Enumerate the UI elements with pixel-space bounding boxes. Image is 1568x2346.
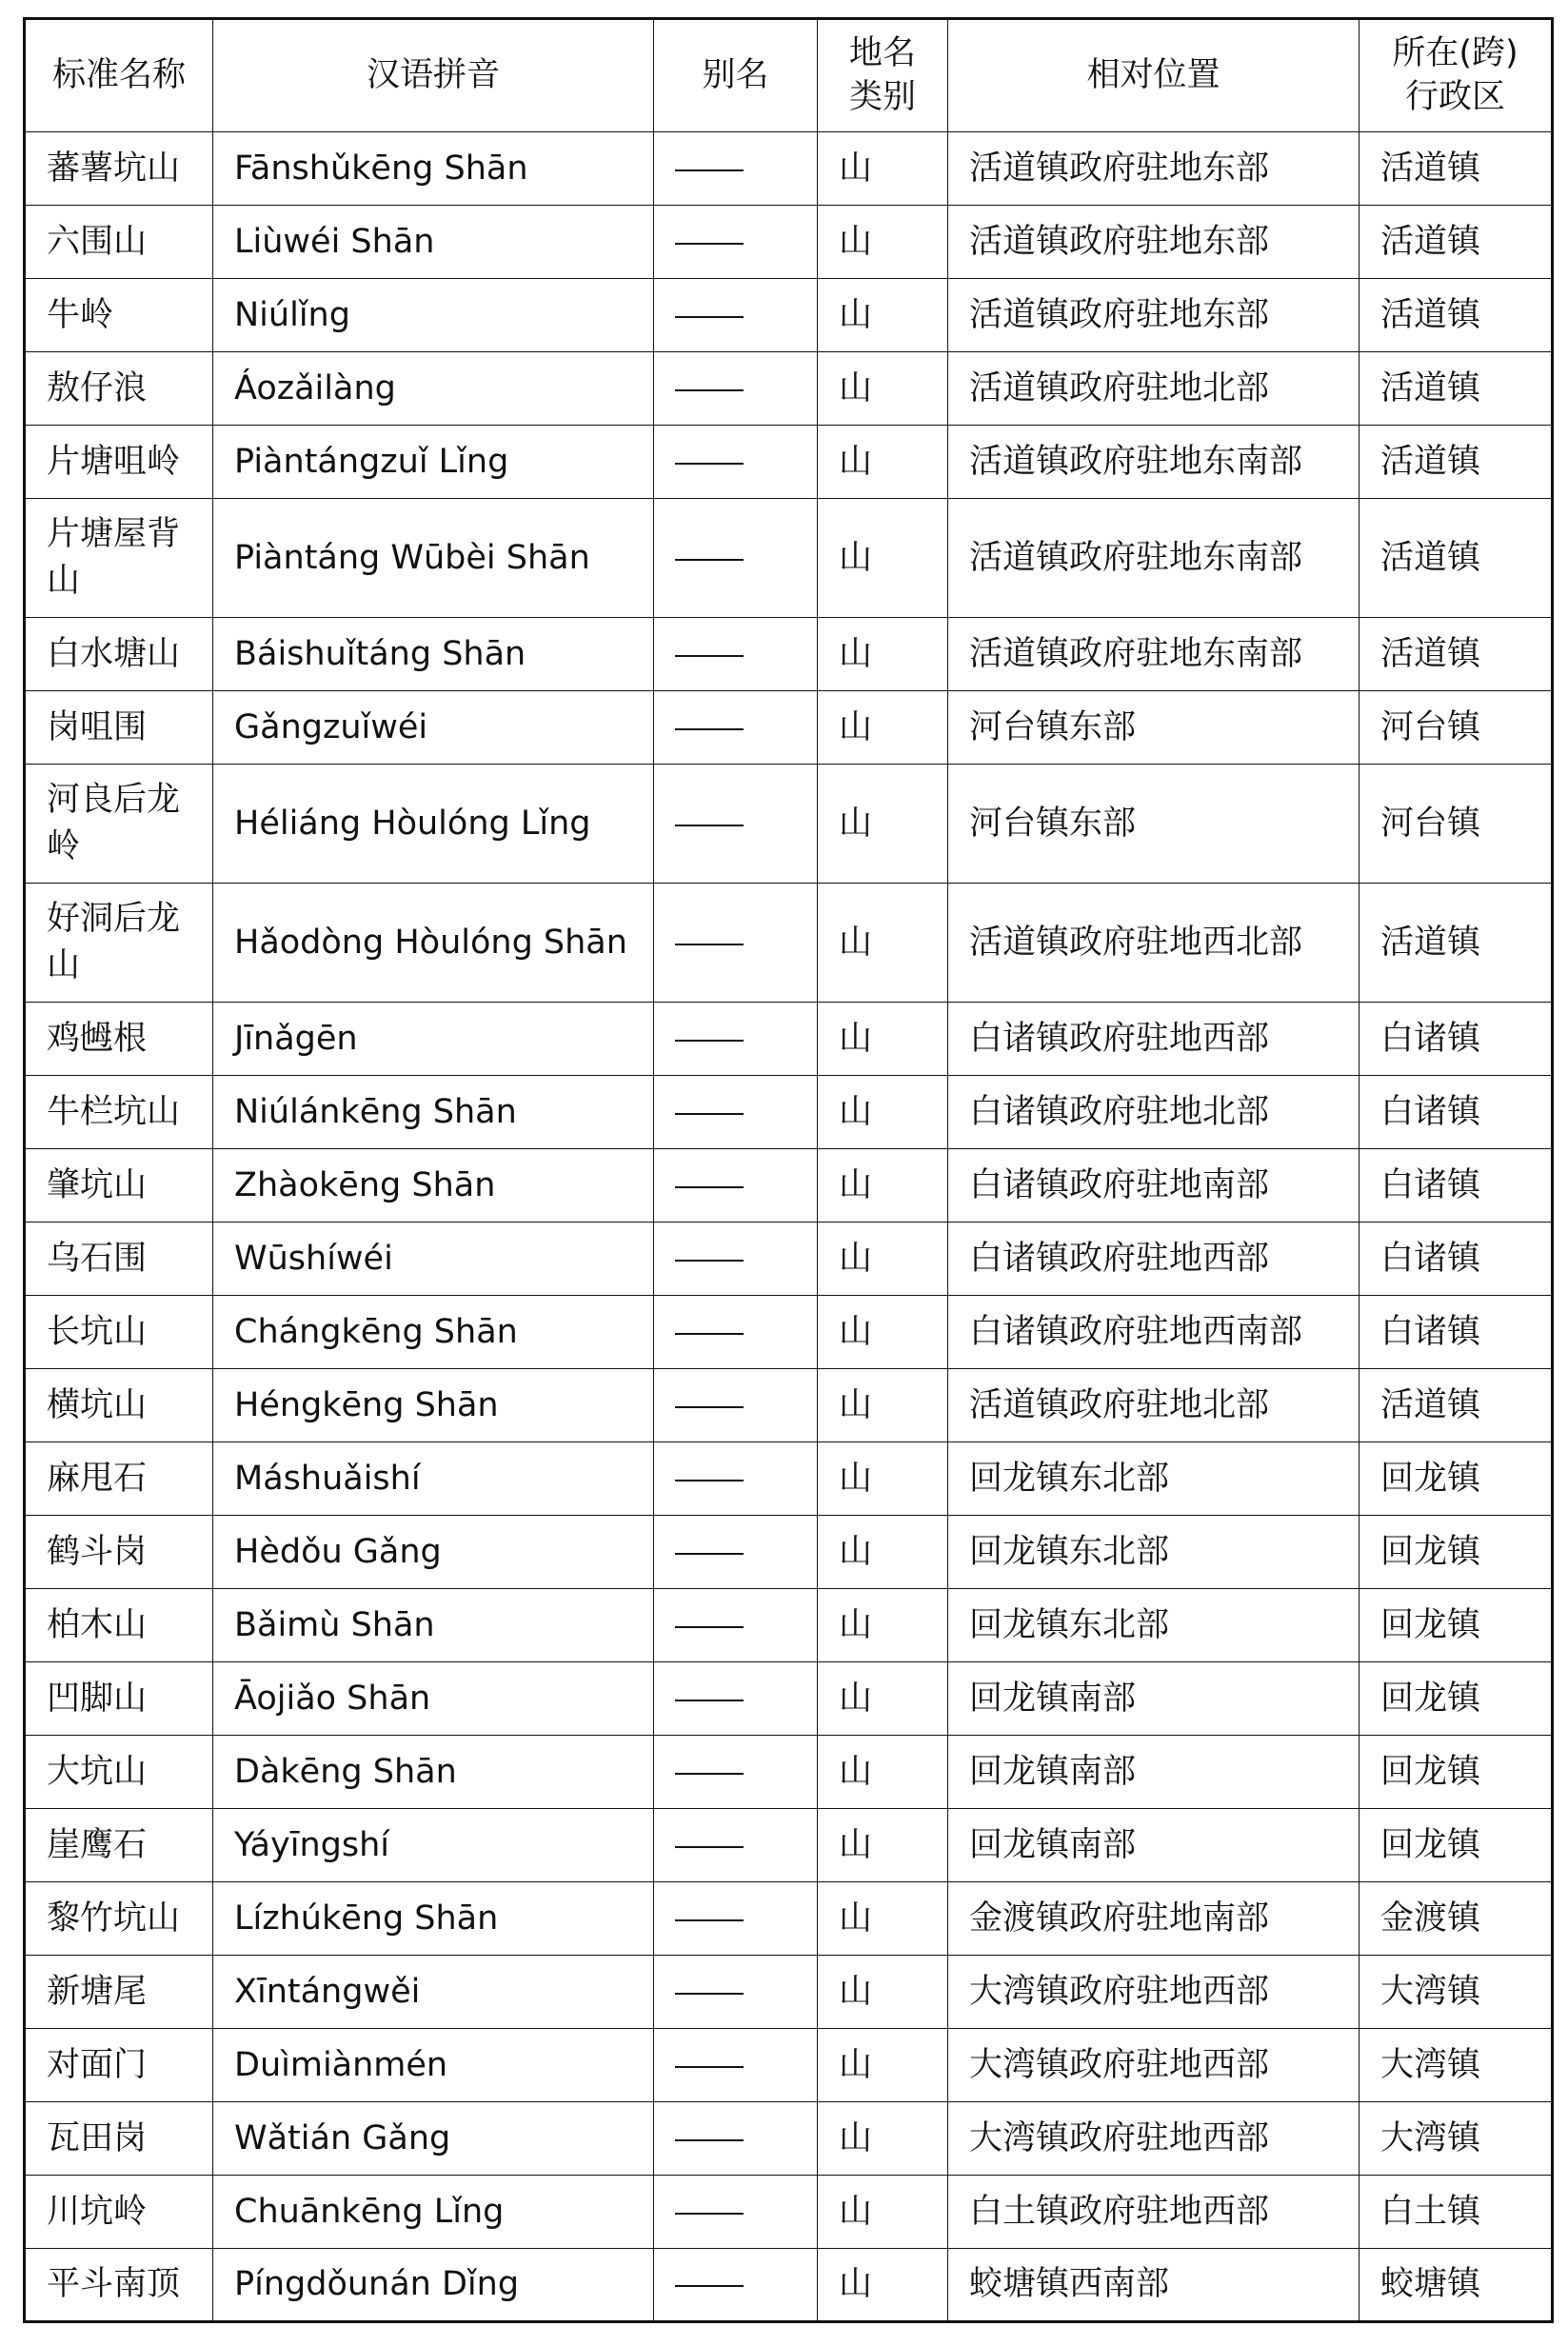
cell-admin-region: 白诸镇 (1360, 1223, 1553, 1296)
cell-pinyin: Jīnǎgēn (213, 1003, 654, 1076)
cell-place-type: 山 (818, 2102, 948, 2176)
cell-admin-region: 活道镇 (1360, 352, 1553, 426)
cell-relative-location: 回龙镇南部 (948, 1662, 1360, 1736)
cell-place-type: 山 (818, 132, 948, 206)
cell-place-type: 山 (818, 2176, 948, 2249)
cell-admin-region: 白诸镇 (1360, 1076, 1553, 1149)
cell-admin-region: 蛟塘镇 (1360, 2249, 1553, 2322)
alias-dash (675, 1333, 744, 1335)
table-row (25, 2102, 1553, 2176)
cell-relative-location: 活道镇政府驻地东南部 (948, 426, 1360, 499)
cell-relative-location: 大湾镇政府驻地西部 (948, 2029, 1360, 2102)
cell-alias (654, 1076, 818, 1149)
place-name-table (23, 17, 1554, 2323)
cell-pinyin: Piàntángzuǐ Lǐng (213, 426, 654, 499)
cell-admin-region: 回龙镇 (1360, 1662, 1553, 1736)
cell-pinyin: Fānshǔkēng Shān (213, 132, 654, 206)
cell-alias (654, 884, 818, 1003)
cell-standard-name: 河良后龙岭 (25, 765, 213, 884)
cell-place-type: 山 (818, 279, 948, 352)
cell-alias (654, 1296, 818, 1369)
alias-dash (675, 1993, 744, 1995)
table-row (25, 1369, 1553, 1442)
cell-place-type: 山 (818, 426, 948, 499)
table-row (25, 2029, 1553, 2102)
header-place-type (818, 19, 948, 132)
table-row (25, 1223, 1553, 1296)
cell-place-type: 山 (818, 618, 948, 691)
cell-alias (654, 618, 818, 691)
cell-standard-name: 大坑山 (25, 1736, 213, 1809)
cell-alias (654, 2029, 818, 2102)
alias-dash (675, 243, 744, 245)
header-alias: 别名 (654, 19, 818, 132)
cell-pinyin: Gǎngzuǐwéi (213, 691, 654, 765)
cell-alias (654, 1956, 818, 2029)
header-admin-region-line2: 行政区 (1404, 77, 1505, 116)
cell-relative-location: 活道镇政府驻地东南部 (948, 618, 1360, 691)
cell-place-type: 山 (818, 1076, 948, 1149)
cell-relative-location: 白诸镇政府驻地南部 (948, 1149, 1360, 1223)
cell-standard-name: 平斗南顶 (25, 2249, 213, 2322)
cell-pinyin: Báishuǐtáng Shān (213, 618, 654, 691)
cell-alias (654, 765, 818, 884)
cell-relative-location: 大湾镇政府驻地西部 (948, 1956, 1360, 2029)
header-place-type-line2: 类别 (848, 77, 916, 116)
cell-admin-region: 金渡镇 (1360, 1882, 1553, 1956)
cell-relative-location: 金渡镇政府驻地南部 (948, 1882, 1360, 1956)
cell-standard-name: 片塘咀岭 (25, 426, 213, 499)
alias-dash (675, 2066, 744, 2068)
cell-standard-name: 岗咀围 (25, 691, 213, 765)
header-place-type-line1: 地名 (848, 34, 916, 72)
cell-standard-name: 川坑岭 (25, 2176, 213, 2249)
cell-admin-region: 大湾镇 (1360, 2029, 1553, 2102)
cell-relative-location: 活道镇政府驻地北部 (948, 352, 1360, 426)
cell-alias (654, 1003, 818, 1076)
cell-admin-region: 大湾镇 (1360, 2102, 1553, 2176)
cell-pinyin: Máshuǎishí (213, 1442, 654, 1516)
cell-pinyin: Liùwéi Shān (213, 206, 654, 279)
cell-admin-region: 活道镇 (1360, 884, 1553, 1003)
alias-dash (675, 655, 744, 657)
cell-standard-name: 牛栏坑山 (25, 1076, 213, 1149)
cell-standard-name: 鸡乸根 (25, 1003, 213, 1076)
cell-alias (654, 1589, 818, 1662)
table-body (25, 132, 1553, 2322)
alias-dash (675, 559, 744, 561)
cell-standard-name: 黎竹坑山 (25, 1882, 213, 1956)
cell-pinyin: Xīntángwěi (213, 1956, 654, 2029)
cell-standard-name: 横坑山 (25, 1369, 213, 1442)
alias-dash (675, 944, 744, 945)
alias-dash (675, 1040, 744, 1042)
cell-pinyin: Hèdǒu Gǎng (213, 1516, 654, 1589)
cell-place-type: 山 (818, 1736, 948, 1809)
cell-alias (654, 1223, 818, 1296)
cell-standard-name: 白水塘山 (25, 618, 213, 691)
cell-standard-name: 六围山 (25, 206, 213, 279)
cell-admin-region: 河台镇 (1360, 765, 1553, 884)
alias-dash (675, 1186, 744, 1188)
cell-pinyin: Hǎodòng Hòulóng Shān (213, 884, 654, 1003)
table-row (25, 1296, 1553, 1369)
cell-place-type: 山 (818, 1296, 948, 1369)
cell-relative-location: 河台镇东部 (948, 691, 1360, 765)
cell-relative-location: 回龙镇南部 (948, 1809, 1360, 1882)
cell-standard-name: 凹脚山 (25, 1662, 213, 1736)
cell-admin-region: 白土镇 (1360, 2176, 1553, 2249)
cell-relative-location: 白土镇政府驻地西部 (948, 2176, 1360, 2249)
cell-pinyin: Chángkēng Shān (213, 1296, 654, 1369)
cell-admin-region: 回龙镇 (1360, 1589, 1553, 1662)
header-relative-location: 相对位置 (948, 19, 1360, 132)
cell-place-type: 山 (818, 2029, 948, 2102)
alias-dash (675, 1846, 744, 1848)
cell-admin-region: 回龙镇 (1360, 1442, 1553, 1516)
table-row (25, 352, 1553, 426)
alias-dash (675, 1773, 744, 1775)
cell-place-type: 山 (818, 1662, 948, 1736)
alias-dash (675, 1406, 744, 1408)
alias-dash (675, 389, 744, 391)
table-row (25, 1956, 1553, 2029)
cell-alias (654, 2249, 818, 2322)
cell-relative-location: 回龙镇东北部 (948, 1516, 1360, 1589)
cell-relative-location: 回龙镇东北部 (948, 1442, 1360, 1516)
cell-alias (654, 2102, 818, 2176)
alias-dash (675, 169, 744, 171)
cell-admin-region: 白诸镇 (1360, 1296, 1553, 1369)
cell-alias (654, 1516, 818, 1589)
cell-relative-location: 活道镇政府驻地东部 (948, 206, 1360, 279)
alias-dash (675, 1480, 744, 1481)
cell-pinyin: Áozǎilàng (213, 352, 654, 426)
cell-pinyin: Piàntáng Wūbèi Shān (213, 499, 654, 618)
alias-dash (675, 463, 744, 465)
table-row (25, 2249, 1553, 2322)
table-row (25, 1149, 1553, 1223)
cell-alias (654, 352, 818, 426)
cell-relative-location: 活道镇政府驻地东南部 (948, 499, 1360, 618)
cell-place-type: 山 (818, 1223, 948, 1296)
cell-admin-region: 河台镇 (1360, 691, 1553, 765)
cell-admin-region: 回龙镇 (1360, 1736, 1553, 1809)
cell-admin-region: 活道镇 (1360, 1369, 1553, 1442)
cell-pinyin: Wūshíwéi (213, 1223, 654, 1296)
cell-alias (654, 206, 818, 279)
table-row (25, 1882, 1553, 1956)
header-admin-region-line1: 所在(跨) (1392, 34, 1518, 72)
cell-relative-location: 回龙镇东北部 (948, 1589, 1360, 1662)
cell-alias (654, 2176, 818, 2249)
alias-dash (675, 316, 744, 318)
table-row (25, 1442, 1553, 1516)
alias-dash (675, 1626, 744, 1628)
cell-standard-name: 肇坑山 (25, 1149, 213, 1223)
cell-alias (654, 1369, 818, 1442)
cell-pinyin: Zhàokēng Shān (213, 1149, 654, 1223)
cell-place-type: 山 (818, 1589, 948, 1662)
cell-place-type: 山 (818, 1882, 948, 1956)
cell-standard-name: 乌石围 (25, 1223, 213, 1296)
cell-place-type: 山 (818, 765, 948, 884)
cell-relative-location: 大湾镇政府驻地西部 (948, 2102, 1360, 2176)
table-row (25, 1076, 1553, 1149)
cell-alias (654, 1442, 818, 1516)
cell-alias (654, 132, 818, 206)
cell-pinyin: Niúlánkēng Shān (213, 1076, 654, 1149)
cell-standard-name: 新塘尾 (25, 1956, 213, 2029)
cell-pinyin: Píngdǒunán Dǐng (213, 2249, 654, 2322)
table-row (25, 1003, 1553, 1076)
table-row (25, 1589, 1553, 1662)
cell-relative-location: 活道镇政府驻地北部 (948, 1369, 1360, 1442)
table-row (25, 1809, 1553, 1882)
cell-place-type: 山 (818, 2249, 948, 2322)
cell-place-type: 山 (818, 884, 948, 1003)
cell-alias (654, 1662, 818, 1736)
alias-dash (675, 2213, 744, 2215)
cell-alias (654, 1149, 818, 1223)
cell-relative-location: 活道镇政府驻地西北部 (948, 884, 1360, 1003)
alias-dash (675, 1260, 744, 1262)
table-row (25, 2176, 1553, 2249)
cell-admin-region: 活道镇 (1360, 279, 1553, 352)
alias-dash (675, 1700, 744, 1701)
cell-place-type: 山 (818, 1809, 948, 1882)
table-row (25, 691, 1553, 765)
cell-standard-name: 崖鹰石 (25, 1809, 213, 1882)
cell-pinyin: Héngkēng Shān (213, 1369, 654, 1442)
cell-standard-name: 蕃薯坑山 (25, 132, 213, 206)
cell-admin-region: 活道镇 (1360, 499, 1553, 618)
table-row (25, 618, 1553, 691)
alias-dash (675, 1113, 744, 1115)
cell-alias (654, 1809, 818, 1882)
cell-place-type: 山 (818, 206, 948, 279)
cell-place-type: 山 (818, 499, 948, 618)
cell-pinyin: Duìmiànmén (213, 2029, 654, 2102)
cell-standard-name: 柏木山 (25, 1589, 213, 1662)
alias-dash (675, 728, 744, 730)
cell-pinyin: Āojiǎo Shān (213, 1662, 654, 1736)
cell-admin-region: 活道镇 (1360, 426, 1553, 499)
cell-place-type: 山 (818, 1956, 948, 2029)
table-row (25, 1662, 1553, 1736)
table-row (25, 279, 1553, 352)
alias-dash (675, 2285, 744, 2287)
cell-admin-region: 白诸镇 (1360, 1149, 1553, 1223)
cell-pinyin: Lízhúkēng Shān (213, 1882, 654, 1956)
cell-alias (654, 691, 818, 765)
cell-admin-region: 大湾镇 (1360, 1956, 1553, 2029)
cell-pinyin: Yáyīngshí (213, 1809, 654, 1882)
cell-place-type: 山 (818, 1003, 948, 1076)
cell-standard-name: 长坑山 (25, 1296, 213, 1369)
cell-standard-name: 瓦田岗 (25, 2102, 213, 2176)
cell-place-type: 山 (818, 691, 948, 765)
cell-relative-location: 白诸镇政府驻地西南部 (948, 1296, 1360, 1369)
cell-place-type: 山 (818, 1516, 948, 1589)
cell-pinyin: Dàkēng Shān (213, 1736, 654, 1809)
cell-standard-name: 敖仔浪 (25, 352, 213, 426)
header-standard-name: 标准名称 (25, 19, 213, 132)
table-row (25, 1516, 1553, 1589)
table-row (25, 206, 1553, 279)
cell-standard-name: 牛岭 (25, 279, 213, 352)
cell-relative-location: 活道镇政府驻地东部 (948, 279, 1360, 352)
alias-dash (675, 1919, 744, 1921)
header-admin-region (1360, 19, 1553, 132)
cell-relative-location: 活道镇政府驻地东部 (948, 132, 1360, 206)
cell-standard-name: 片塘屋背山 (25, 499, 213, 618)
table-row (25, 499, 1553, 618)
cell-relative-location: 蛟塘镇西南部 (948, 2249, 1360, 2322)
cell-place-type: 山 (818, 1369, 948, 1442)
cell-admin-region: 活道镇 (1360, 618, 1553, 691)
cell-relative-location: 回龙镇南部 (948, 1736, 1360, 1809)
cell-admin-region: 活道镇 (1360, 132, 1553, 206)
cell-standard-name: 对面门 (25, 2029, 213, 2102)
cell-place-type: 山 (818, 352, 948, 426)
alias-dash (675, 825, 744, 826)
cell-alias (654, 279, 818, 352)
table-row (25, 765, 1553, 884)
cell-alias (654, 426, 818, 499)
cell-pinyin: Chuānkēng Lǐng (213, 2176, 654, 2249)
alias-dash (675, 1553, 744, 1555)
cell-relative-location: 白诸镇政府驻地北部 (948, 1076, 1360, 1149)
cell-standard-name: 好洞后龙山 (25, 884, 213, 1003)
cell-alias (654, 1882, 818, 1956)
cell-pinyin: Wǎtián Gǎng (213, 2102, 654, 2176)
cell-admin-region: 回龙镇 (1360, 1809, 1553, 1882)
table-row (25, 1736, 1553, 1809)
cell-pinyin: Héliáng Hòulóng Lǐng (213, 765, 654, 884)
cell-place-type: 山 (818, 1149, 948, 1223)
cell-admin-region: 白诸镇 (1360, 1003, 1553, 1076)
cell-place-type: 山 (818, 1442, 948, 1516)
table-header (25, 19, 1553, 132)
header-row (25, 19, 1553, 132)
table-row (25, 884, 1553, 1003)
cell-pinyin: Bǎimù Shān (213, 1589, 654, 1662)
table-row (25, 426, 1553, 499)
cell-alias (654, 1736, 818, 1809)
cell-relative-location: 白诸镇政府驻地西部 (948, 1223, 1360, 1296)
header-pinyin: 汉语拼音 (213, 19, 654, 132)
cell-standard-name: 鹤斗岗 (25, 1516, 213, 1589)
cell-pinyin: Niúlǐng (213, 279, 654, 352)
cell-admin-region: 回龙镇 (1360, 1516, 1553, 1589)
cell-relative-location: 河台镇东部 (948, 765, 1360, 884)
cell-admin-region: 活道镇 (1360, 206, 1553, 279)
cell-relative-location: 白诸镇政府驻地西部 (948, 1003, 1360, 1076)
alias-dash (675, 2139, 744, 2141)
cell-standard-name: 麻甩石 (25, 1442, 213, 1516)
table-row (25, 132, 1553, 206)
cell-alias (654, 499, 818, 618)
